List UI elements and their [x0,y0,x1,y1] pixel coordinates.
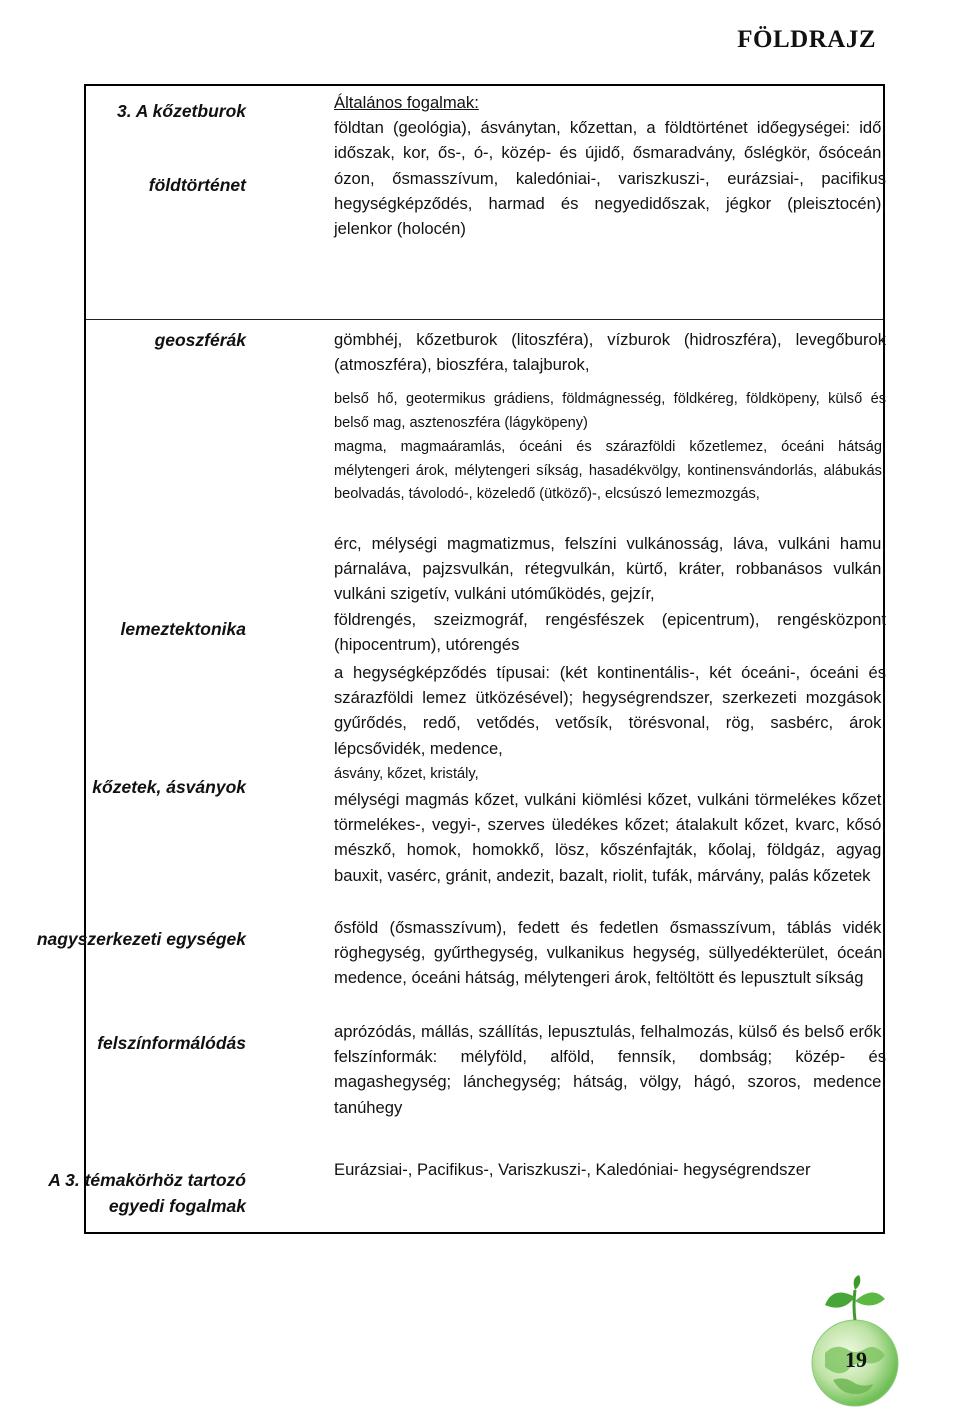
concept-list: ásvány, kőzet, kristály, [334,766,479,782]
row-text [334,660,886,761]
concept-list: ősföld (ősmasszívum), fedett és fedetlen ősmasszívum, táblás vidék, röghegység, gyűrthegység, vulkanikus hegység, süllyedékterület, óceáni medence, óceáni hátság, mélytengeri árok, feltöltött és lepusztult síkság [334,918,886,988]
section-heading: Általános fogalmak: [334,93,479,112]
row-text-small [334,388,886,435]
concept-list: mélységi magmás kőzet, vulkáni kiömlési kőzet, vulkáni törmelékes kőzet; törmelékes-, vegyi-, szerves üledékes kőzet; átalakult kőzet, kvarc, kősó, mészkő, homok, homokkő, lösz, kőszénfajták, kőolaj, földgáz, agyag, bauxit, vasérc, gránit, andezit, bazalt, riolit, tufák, márvány, palás kőzetek [334,790,886,885]
page-number-badge [803,1275,943,1420]
row-text [334,1019,886,1120]
concept-list: földtan (geológia), ásványtan, kőzettan, a földtörténet időegységei: idő, időszak, kor, ős-, ó-, közép- és újidő, ősmaradvány, őslégkör, ősóceán, ózon, ősmasszívum, kaledóniai-, variszkuszi-, eurázsiai-, pacifikus hegységképződés, harmad és negyedidőszak, jégkor (pleisztocén), jelenkor (holocén) [334,118,886,239]
concept-list: belső hő, geotermikus grádiens, földmágnesség, földkéreg, földköpeny, külső és belső mag, asztenoszféra (lágyköpeny) [334,391,886,431]
concept-list: gömbhéj, kőzetburok (litoszféra), vízburok (hidroszféra), levegőburok (atmoszféra), bioszféra, talajburok, [334,330,886,375]
globe-sprout-icon [803,1275,943,1415]
row-text [334,327,886,377]
page-number: 19 [845,1347,867,1372]
concept-list: a hegységképződés típusai: (két kontinentális-, két óceáni-, óceáni és szárazföldi lemez ütközésével); hegységrendszer, szerkezeti mozgások, gyűrődés, redő, vetődés, vetősík, törésvonal, rög, sasbérc, árok, lépcsővidék, medence, [334,663,886,758]
concept-list: Eurázsiai-, Pacifikus-, Variszkuszi-, Kaledóniai- hegységrendszer [334,1160,811,1179]
row-label: egyedi fogalmak [108,1196,246,1216]
row-text [334,915,886,991]
row-label: lemeztektonika [120,619,246,639]
concept-list: aprózódás, mállás, szállítás, lepusztulás, felhalmozás, külső és belső erők, felszínformák: mélyföld, alföld, fennsík, dombság; közép- és magashegység; lánchegység; hátság, völgy, hágó, szoros, medence; tanúhegy [334,1022,886,1117]
row-label: nagyszerkezeti egységek [36,929,246,949]
concept-list: földrengés, szeizmográf, rengésfészek (epicentrum), rengésközpont (hipocentrum), utórengés [334,610,886,655]
row-text [334,531,886,607]
row-text [334,607,886,657]
row-label: kőzetek, ásványok [92,777,246,797]
concept-list: érc, mélységi magmatizmus, felszíni vulkánosság, láva, vulkáni hamu, párnaláva, pajzsvulkán, rétegvulkán, kürtő, kráter, robbanásos vulkán, vulkáni szigetív, vulkáni utóműködés, gejzír, [334,534,886,604]
topic-label: 3. A kőzetburok [116,101,246,121]
row-divider [86,319,883,320]
row-text-small [334,763,886,787]
concept-list: magma, magmaáramlás, óceáni és szárazföldi kőzetlemez, óceáni hátság, mélytengeri árok, mélytengeri síkság, hasadékvölgy, kontinensvándorlás, alábukás, beolvadás, távolodó-, közeledő (ütköző)-, elcsúszó lemezmozgás, [334,439,886,503]
concept-table [36,84,886,1234]
row-label: A 3. témakörhöz tartozó [48,1170,246,1190]
subtopic-label: földtörténet [148,175,246,195]
row-text [334,1157,886,1182]
row-label: geoszférák [154,330,246,350]
page-title: FÖLDRAJZ [737,26,876,53]
row-text-small [334,436,886,507]
row-text [334,787,886,888]
row-label: felszínformálódás [97,1033,246,1053]
row-text [334,90,886,241]
